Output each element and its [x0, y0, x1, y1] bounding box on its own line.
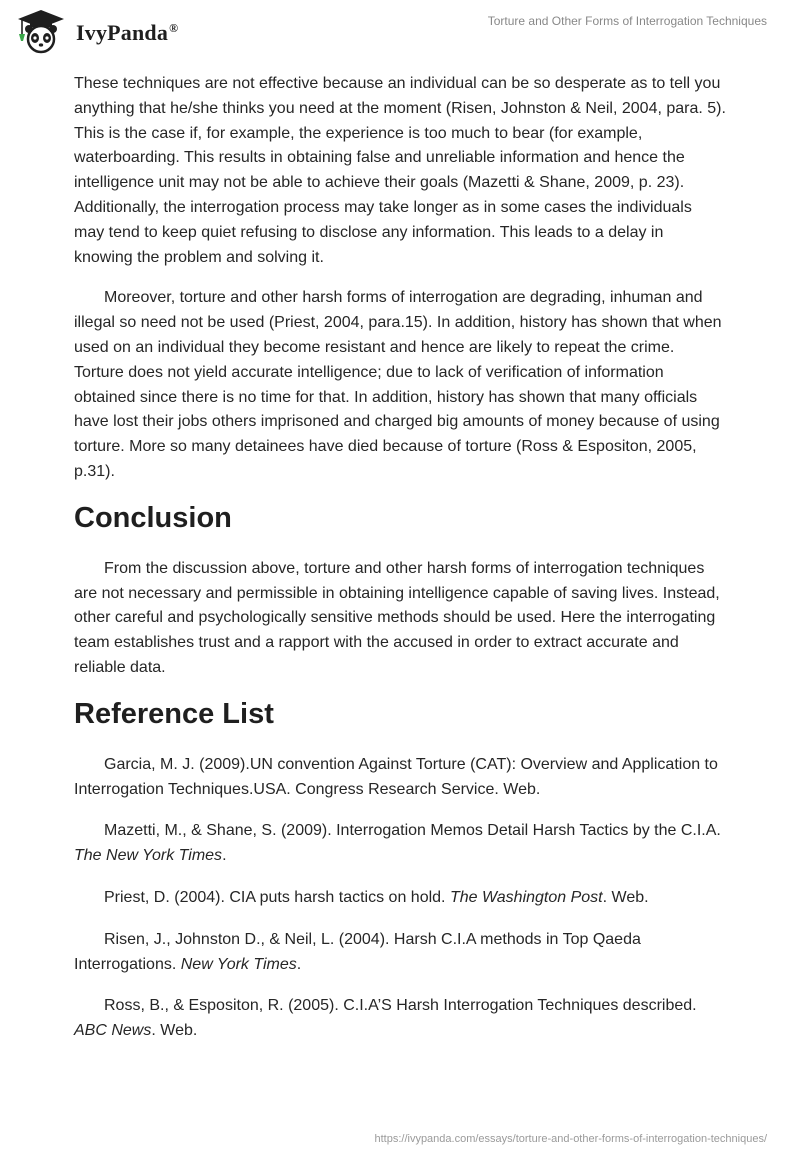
reference-list-heading: Reference List — [74, 697, 274, 730]
reference-item: Garcia, M. J. (2009).UN convention Against Torture (CAT): Overview and Application to Interrogation Techniques.USA. Congress Research Service. Web. — [74, 755, 718, 798]
brand-name: IvyPanda® — [76, 20, 179, 45]
essay-content — [74, 72, 726, 1061]
panda-graduation-icon — [14, 8, 68, 54]
body-paragraph-2: Moreover, torture and other harsh forms of interrogation are degrading, inhuman and illegal so need not be used (Priest, 2004, para.15). In addition, history has shown that when used on an individual they become resistant and hence are likely to repeat the crime. Torture does not yield accurate intelligence; due to lack of verification of information obtained since there is no time for that. In addition, history has shown that many officials have lost their jobs others imprisoned and charged big amounts of money because of using torture. More so many detainees have died because of torture (Ross & Espositon, 2005, p.31). — [74, 289, 722, 480]
body-paragraph-1: These techniques are not effective because an individual can be so desperate as to tell you anything that he/she thinks you need at the moment (Risen, Johnston & Neil, 2004, para. 5). This is the case if, for example, the experience is too much to bear (for example, waterboarding. This results in obtaining false and unreliable information and hence the intelligence unit may not be able to achieve their goals (Mazetti & Shane, 2009, p. 23). Additionally, the interrogation process may take longer as in some cases the individuals may tend to keep quiet refusing to disclose any information. This leads to a delay in knowing the problem and solving it. — [74, 75, 726, 266]
source-url[interactable]: https://ivypanda.com/essays/torture-and-other-forms-of-interrogation-techniques/ — [374, 1133, 767, 1145]
conclusion-paragraph: From the discussion above, torture and other harsh forms of interrogation techniques are not necessary and permissible in obtaining intelligence capable of saving lives. Instead, other careful and psychologically sensitive methods should be used. Here the interrogating team establishes trust and a rapport with the accused in order to extract accurate and reliable data. — [74, 559, 720, 676]
page-header — [0, 0, 800, 70]
running-title: Torture and Other Forms of Interrogation Techniques — [487, 14, 767, 28]
reference-item: Ross, B., & Espositon, R. (2005). C.I.A’S Harsh Interrogation Techniques described. ABC News. Web. — [74, 997, 697, 1040]
reference-list — [74, 753, 726, 1044]
conclusion-heading: Conclusion — [74, 501, 232, 534]
reference-item: Priest, D. (2004). CIA puts harsh tactics on hold. The Washington Post. Web. — [104, 888, 649, 906]
reference-item: Risen, J., Johnston D., & Neil, L. (2004). Harsh C.I.A methods in Top Qaeda Interrogations. New York Times. — [74, 930, 641, 973]
brand-logo[interactable] — [14, 8, 178, 54]
reference-item: Mazetti, M., & Shane, S. (2009). Interrogation Memos Detail Harsh Tactics by the C.I.A. The New York Times. — [74, 822, 721, 865]
